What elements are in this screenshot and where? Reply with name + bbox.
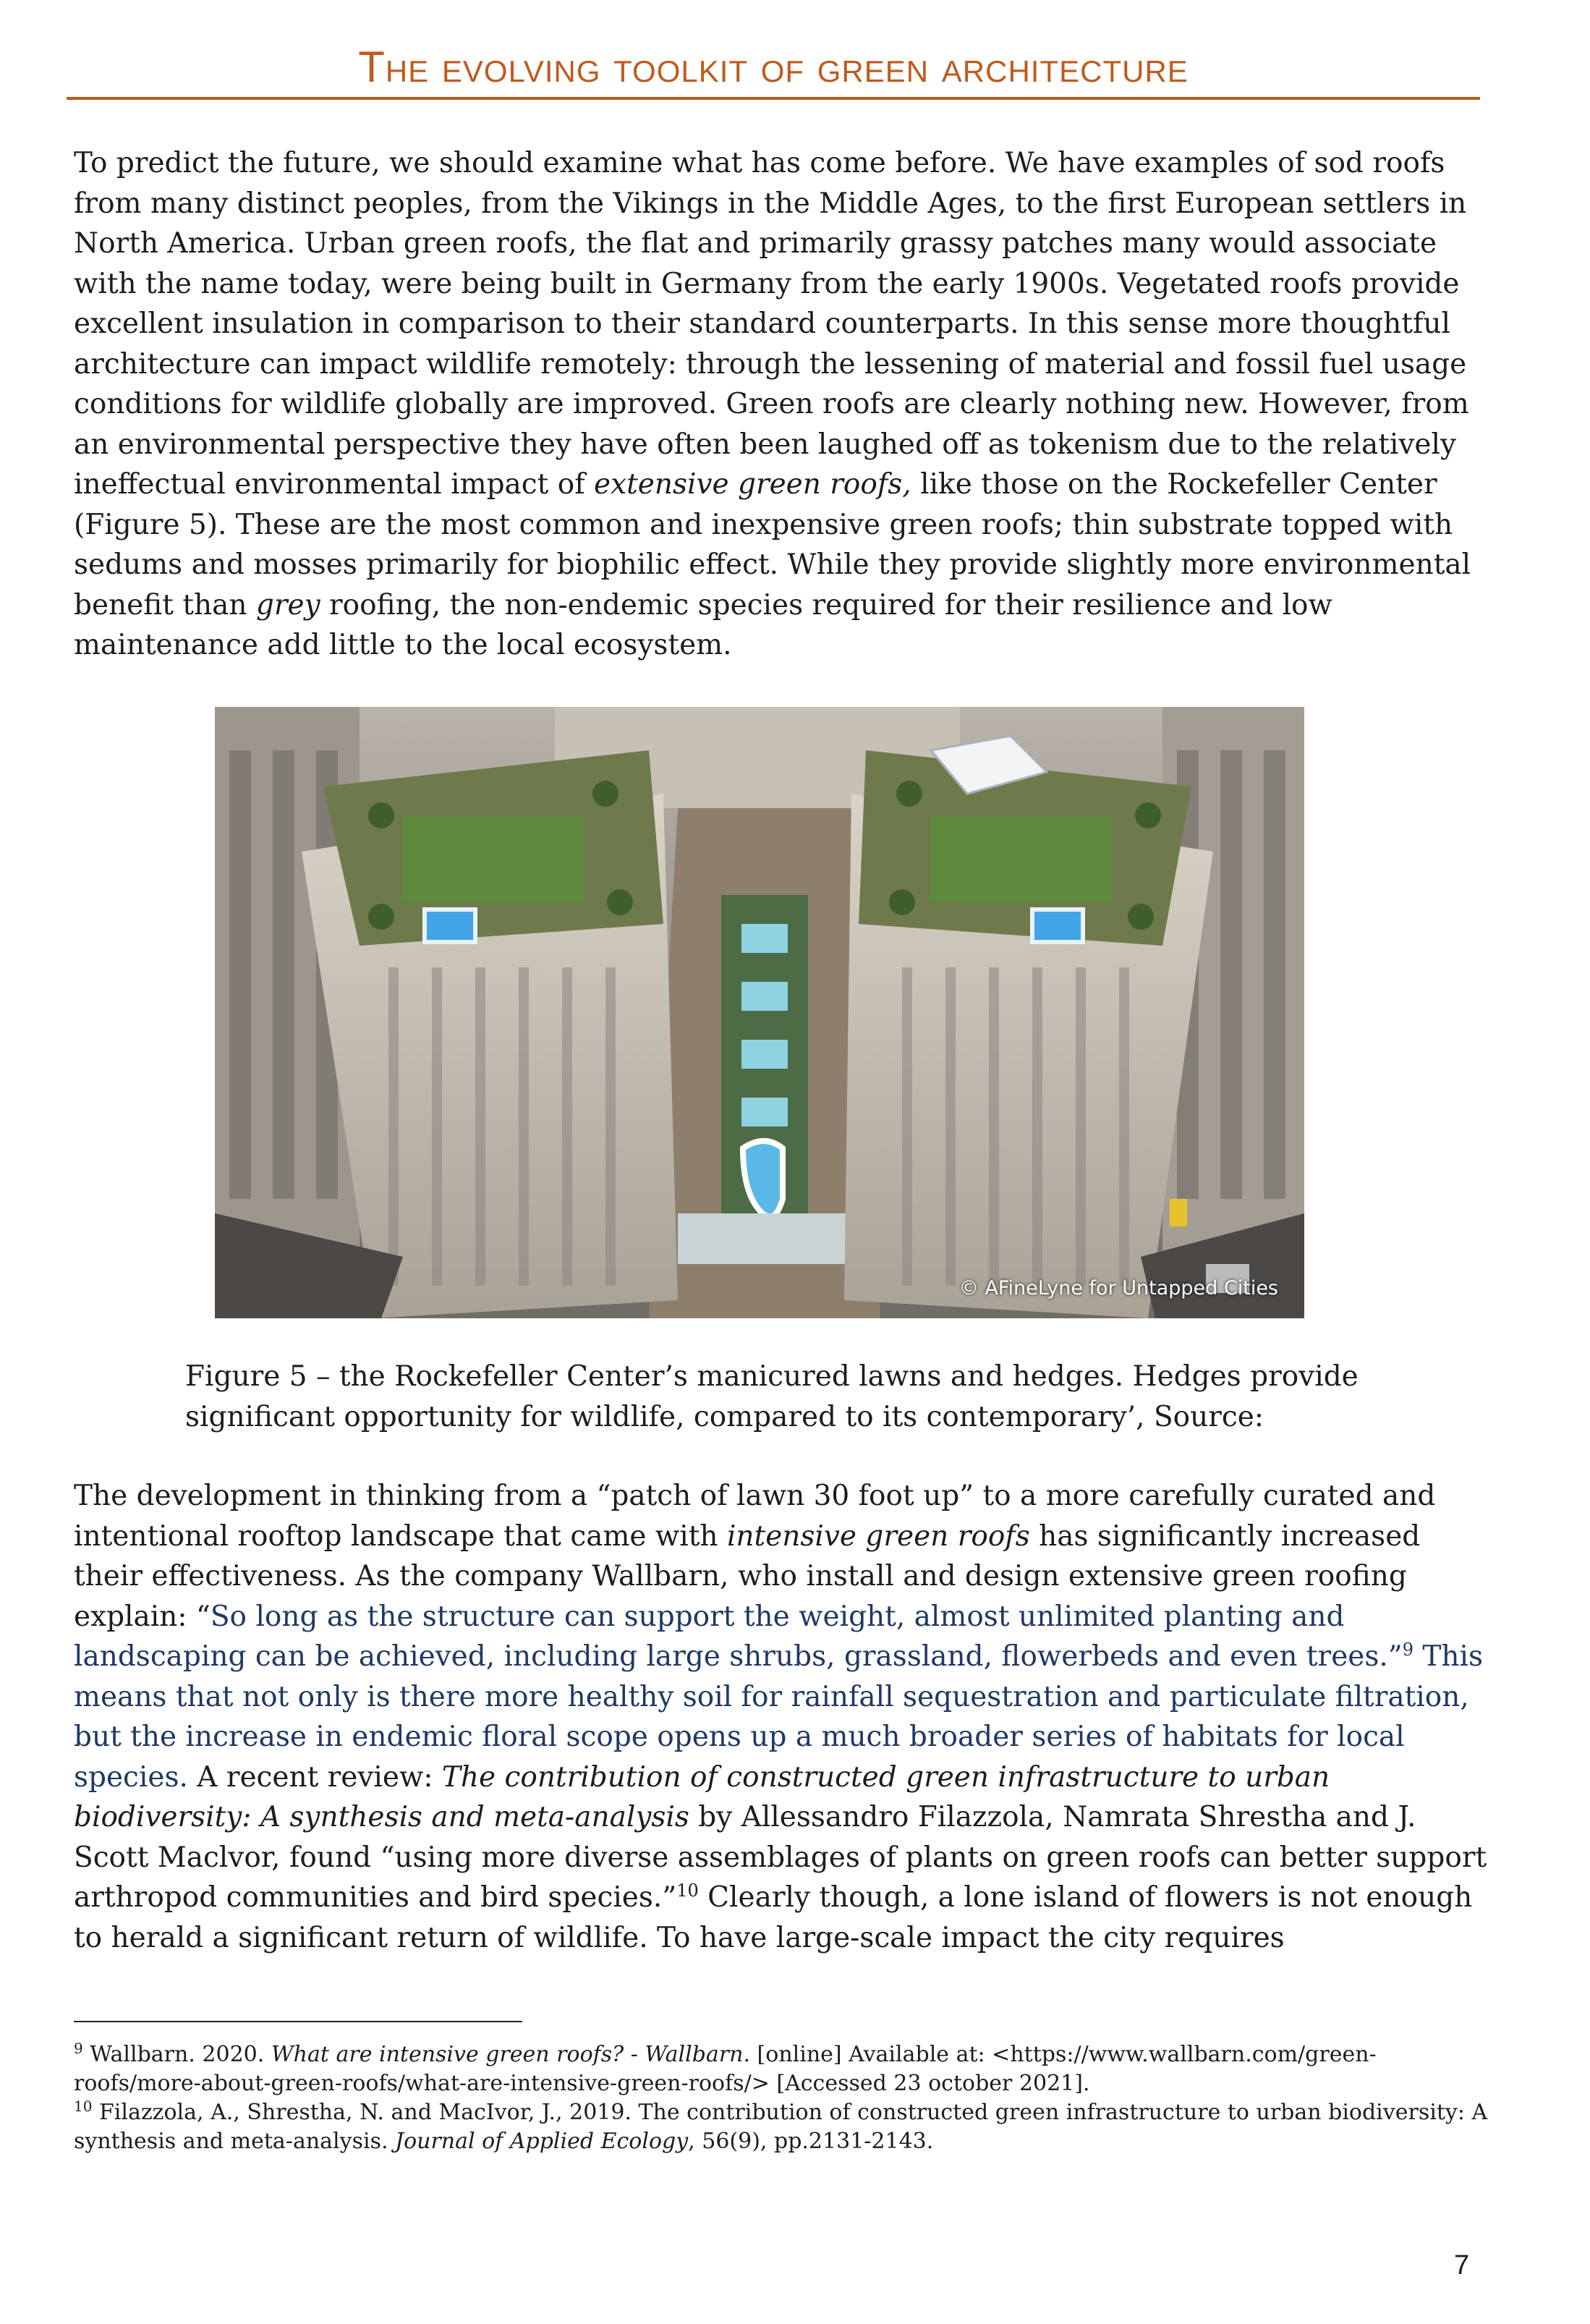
para1-text-3: roofing, the non-endemic species required for their resilience and low maintenance add little to the local ecosystem.: [74, 588, 1332, 661]
para2-text-5: Clearly though, a lone island of flowers is not enough to herald a significant return of wildlife. To have large-scale impact the city requires: [74, 1881, 1473, 1954]
para2-quote: So long as the structure can support the weight, almost unlimited planting and landscaping can be achieved, including large shrubs, grassland, flowerbeds and even trees.”: [74, 1600, 1403, 1673]
footnote-ref-9[interactable]: 9: [1402, 1640, 1413, 1660]
para1-emphasis-2: grey: [255, 588, 320, 622]
page-number: 7: [1454, 2250, 1470, 2281]
figure-caption: Figure 5 – the Rockefeller Center’s manicured lawns and hedges. Hedges provide significant opportunity for wildlife, compared to its contemporary’, Source:: [185, 1360, 1359, 1433]
footnotes: [74, 2040, 1492, 2156]
footnote-9: [74, 2040, 1492, 2098]
para2-text-1: The development in thinking from a “patch of lawn 30 foot up” to a more carefully curated and intentional rooftop landscape that came with: [74, 1480, 1436, 1553]
body-paragraph-2: [74, 1476, 1492, 1958]
footnote-10-text-1: Filazzola, A., Shrestha, N. and MacIvor, J., 2019. The contribution of constructed green infrastructure to urban biodiversity: A synthesis and meta-analysis.: [74, 2100, 1488, 2154]
header-title: The evolving toolkit of green architecture: [358, 43, 1189, 91]
photo-credit: © AFineLyne for Untapped Cities: [958, 1277, 1278, 1299]
footnote-10-journal: Journal of Applied Ecology: [395, 2129, 689, 2154]
para2-text-4: by Allessandro Filazzola, Namrata Shrestha and J. Scott Maclvor, found “using more diverse assemblages of plants on green roofs can better support arthropod communities and bird species.”: [74, 1801, 1487, 1914]
footnote-9-title: What are intensive green roofs? - Wallbarn: [271, 2042, 744, 2067]
footnote-9-number: 9: [74, 2040, 83, 2057]
running-header: [67, 42, 1480, 100]
rockefeller-aerial-illustration: [215, 707, 1304, 1318]
footnote-10-text-2: , 56(9), pp.2131-2143.: [688, 2129, 934, 2154]
figure-photo: [215, 707, 1304, 1318]
para1-text-2: like those on the Rockefeller Center (Figure 5). These are the most common and inexpensive green roofs; thin substrate topped with sedums and mosses primarily for biophilic effect. While they provide slightly more environmental benefit than: [74, 468, 1471, 622]
para2-blue-text: This means that not only is there more healthy soil for rainfall sequestration and particulate filtration, but the increase in endemic floral scope opens up a much broader series of habitats for local species.: [74, 1640, 1484, 1794]
footnote-9-text-1: Wallbarn. 2020.: [82, 2042, 271, 2067]
footnote-divider: [74, 2021, 522, 2022]
footnote-10: [74, 2098, 1492, 2156]
body-paragraph-1: [74, 143, 1492, 666]
para2-text-2: has significantly increased their effectiveness. As the company Wallbarn, who install and design extensive green roofing explain: “: [74, 1519, 1421, 1633]
para2-emphasis-1: intensive green roofs: [726, 1519, 1030, 1553]
para2-emphasis-2: The contribution of constructed green infrastructure to urban biodiversity: A synthesis and meta-analysis: [74, 1760, 1330, 1833]
footnote-ref-10[interactable]: 10: [676, 1880, 699, 1901]
para2-text-3: A recent review:: [187, 1760, 442, 1794]
para1-text-1: To predict the future, we should examine what has come before. We have examples of sod roofs from many distinct peoples, from the Vikings in the Middle Ages, to the first European settlers in North America. Urban green roofs, the flat and primarily grassy patches many would associate with the name today, were being built in Germany from the early 1900s. Vegetated roofs provide excellent insulation in comparison to their standard counterparts. In this sense more thoughtful architecture can impact wildlife remotely: through the lessening of material and fossil fuel usage conditions for wildlife globally are improved. Green roofs are clearly nothing new. However, from an environmental perspective they have often been laughed off as tokenism due to the relatively ineffectual environmental impact of: [74, 147, 1469, 501]
para1-emphasis-1: extensive green roofs,: [594, 468, 911, 501]
footnote-9-text-2: . [online] Available at: <https://www.wallbarn.com/green-roofs/more-about-green-roofs/what-are-intensive-green-roofs/> [Accessed 23 october 2021].: [74, 2042, 1377, 2096]
footnote-10-number: 10: [74, 2098, 93, 2115]
